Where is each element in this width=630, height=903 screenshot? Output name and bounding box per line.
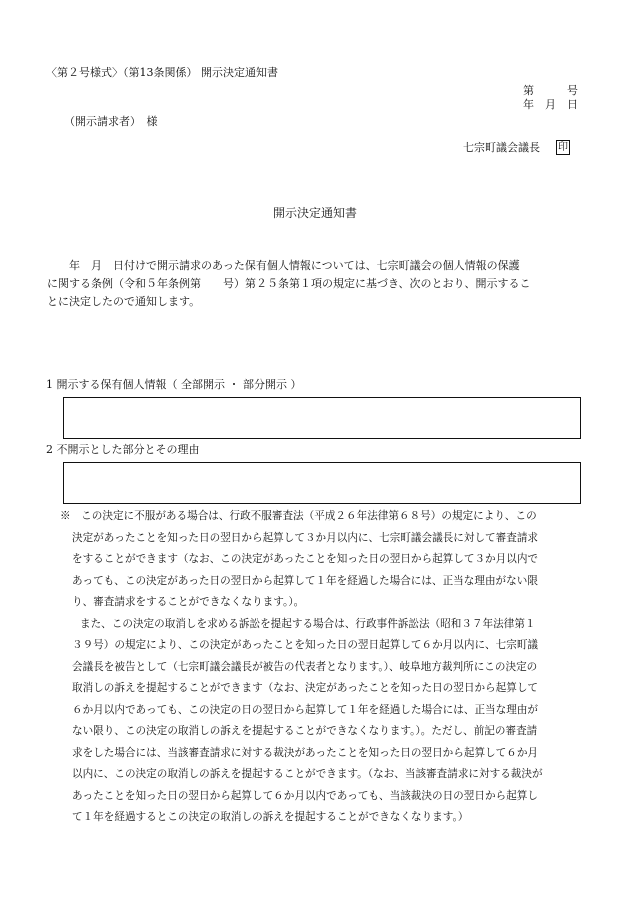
notice-line: あったことを知った日の翌日から起算して６か月以内であっても、当該裁決の日の翌日から起算し: [72, 789, 538, 802]
notice-line: 求をした場合には、当該審査請求に対する裁決があったことを知った日の翌日から起算して６か月: [72, 746, 539, 759]
notice-line: ６か月以内であっても、この決定の日の翌日から起算して１年を経過した場合には、正当な理由が: [72, 703, 539, 716]
notice-line: て１年を経過するとこの決定の取消しの訴えを提起することができなくなります。）: [72, 811, 469, 823]
notice-line: り、審査請求をすることができなくなります。）。: [72, 596, 305, 608]
notice-line: 以内に、この決定の取消しの訴えを提起することができます。（なお、当該審査請求に対する裁決が: [72, 768, 543, 780]
section-1-input-box[interactable]: [63, 397, 581, 439]
section-2-input-box[interactable]: [63, 462, 581, 504]
form-label: 〈第２号様式〉（第13条関係） 開示決定通知書: [46, 66, 278, 79]
body-line: 年 月 日付けで開示請求のあった保有個人情報については、七宗町議会の個人情報の保護: [47, 259, 520, 272]
body-line: に関する条例（令和５年条例第 号）第２５条第１項の規定に基づき、次のとおり、開示するこ: [47, 277, 531, 290]
notice-line: をすることができます（なお、この決定があったことを知った日の翌日から起算して３か月以内で: [72, 553, 539, 565]
issuer-block: [463, 140, 570, 155]
document-number: 第 号: [523, 84, 578, 97]
notice-line: 会議長を被告として（七宗町議会議長が被告の代表者となります。）、岐阜地方裁判所にこの決定の: [72, 660, 538, 673]
appeal-notice: [60, 506, 590, 829]
issuer-name: 七宗町議会議長: [463, 141, 540, 154]
body-line: とに決定したので通知します。: [47, 295, 201, 308]
addressee: （開示請求者） 様: [64, 115, 158, 128]
notice-line: また、この決定の取消しを求める訴訟を提起する場合は、行政事件訴訟法（昭和３７年法律第１: [80, 617, 536, 630]
notice-line: ※ この決定に不服がある場合は、行政不服審査法（平成２６年法律第６８号）の規定により、この: [60, 510, 537, 522]
notice-line: ３９号）の規定により、この決定があったことを知った日の翌日起算して６か月以内に、七宗町議: [72, 639, 539, 651]
notice-line: 取消しの訴えを提起することができます（なお、決定があったことを知った日の翌日から起算して: [72, 682, 539, 694]
notice-line: あっても、この決定があった日の翌日から起算して１年を経過した場合には、正当な理由がない限: [72, 574, 538, 587]
section-2-label: 2 不開示とした部分とその理由: [46, 443, 200, 456]
notice-line: 決定があったことを知った日の翌日から起算して３か月以内に、七宗町議会議長に対して審査請求: [72, 531, 539, 544]
notice-line: ない限り、この決定の取消しの訴えを提起することができなくなります。）。ただし、前記の審査請: [72, 725, 538, 737]
document-date: 年 月 日: [523, 98, 578, 111]
seal-stamp: 印: [558, 142, 568, 153]
section-1-label: 1 開示する保有個人情報（ 全部開示 ・ 部分開示 ）: [46, 378, 302, 391]
body-paragraph: [47, 257, 581, 311]
document-title: 開示決定通知書: [272, 206, 357, 220]
